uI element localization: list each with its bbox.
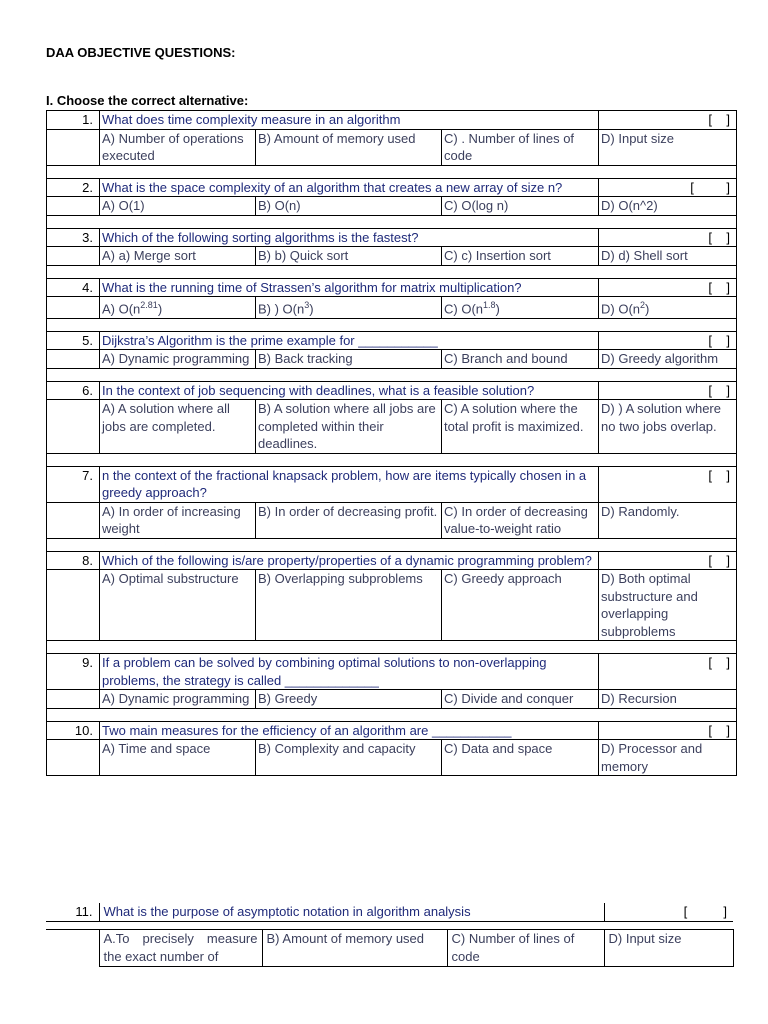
spacer-cell — [47, 368, 737, 381]
options-row — [47, 297, 737, 319]
option-a[interactable]: A) Time and space — [100, 740, 256, 776]
question-text: Which of the following sorting algorithms is the fastest? — [100, 228, 599, 247]
answer-bracket[interactable]: [ ] — [599, 721, 737, 740]
option-a[interactable]: A.To precisely measure the exact number of — [99, 930, 262, 967]
option-b[interactable]: B) ) $O(n^3)$ — [256, 297, 442, 319]
answer-bracket[interactable]: [ ] — [599, 466, 737, 502]
spacer-cell — [47, 641, 737, 654]
option-d[interactable]: D) Input size — [604, 930, 733, 967]
spacer-row — [47, 318, 737, 331]
question-text: Two main measures for the efficiency of an algorithm are ___________ — [100, 721, 599, 740]
spacer-cell — [47, 318, 737, 331]
options-row — [47, 502, 737, 538]
spacer-cell — [47, 265, 737, 278]
option-b[interactable]: B) Complexity and capacity — [256, 740, 442, 776]
option-c[interactable]: C) Number of lines of code — [447, 930, 604, 967]
spacer-row — [47, 538, 737, 551]
options-number-cell — [46, 930, 99, 967]
option-b[interactable]: B) O(n) — [256, 197, 442, 216]
question-row — [47, 278, 737, 297]
question-number: 8. — [47, 551, 100, 570]
option-d[interactable]: D) $O(n^2)$ — [599, 297, 737, 319]
question-row — [47, 228, 737, 247]
question-number: 3. — [47, 228, 100, 247]
question-row — [47, 721, 737, 740]
question-text: Dijkstra’s Algorithm is the prime example for ___________ — [100, 331, 599, 350]
option-a[interactable]: A) Dynamic programming — [100, 690, 256, 709]
spacer-row — [46, 922, 733, 930]
option-d[interactable]: D) Greedy algorithm — [599, 350, 737, 369]
option-c[interactable]: C) Divide and conquer — [442, 690, 599, 709]
options-row — [47, 740, 737, 776]
question-row — [47, 466, 737, 502]
option-a[interactable]: A) Optimal substructure — [100, 570, 256, 641]
question-number: 10. — [47, 721, 100, 740]
option-a[interactable]: A) $O(n^{2.81})$ — [100, 297, 256, 319]
spacer-row — [47, 708, 737, 721]
answer-bracket[interactable]: [ ] — [599, 654, 737, 690]
question-number: 11. — [46, 903, 99, 922]
options-number-cell — [47, 247, 100, 266]
question-11-table — [46, 903, 734, 967]
option-b[interactable]: B) Amount of memory used — [256, 129, 442, 165]
question-text: What does time complexity measure in an algorithm — [100, 111, 599, 130]
answer-bracket[interactable]: [ ] — [599, 331, 737, 350]
question-row — [47, 331, 737, 350]
answer-bracket[interactable]: [ ] — [599, 228, 737, 247]
option-c[interactable]: C) Data and space — [442, 740, 599, 776]
option-c[interactable]: C) Branch and bound — [442, 350, 599, 369]
option-b[interactable]: B) In order of decreasing profit. — [256, 502, 442, 538]
options-number-cell — [47, 690, 100, 709]
spacer-row — [47, 265, 737, 278]
option-d[interactable]: D) ) A solution where no two jobs overlap. — [599, 400, 737, 454]
question-text: What is the space complexity of an algorithm that creates a new array of size n? — [100, 178, 599, 197]
questions-table — [46, 110, 737, 776]
question-number: 7. — [47, 466, 100, 502]
answer-bracket[interactable]: [ ] — [604, 903, 733, 922]
option-d[interactable]: D) Recursion — [599, 690, 737, 709]
question-text: n the context of the fractional knapsack problem, how are items typically chosen in a greedy approach? — [100, 466, 599, 502]
question-row — [47, 654, 737, 690]
spacer-cell — [47, 165, 737, 178]
option-b[interactable]: B) Back tracking — [256, 350, 442, 369]
question-number: 6. — [47, 381, 100, 400]
question-text: If a problem can be solved by combining optimal solutions to non-overlapping problems, the strategy is called _____________ — [100, 654, 599, 690]
option-c[interactable]: C) A solution where the total profit is maximized. — [442, 400, 599, 454]
option-d[interactable]: D) Processor and memory — [599, 740, 737, 776]
options-number-cell — [47, 740, 100, 776]
answer-bracket[interactable]: [ ] — [599, 278, 737, 297]
option-a[interactable]: A) Dynamic programming — [100, 350, 256, 369]
spacer-row — [47, 453, 737, 466]
question-11-block — [46, 903, 733, 967]
option-d[interactable]: D) O(n^2) — [599, 197, 737, 216]
option-b[interactable]: B) b) Quick sort — [256, 247, 442, 266]
options-row — [47, 690, 737, 709]
spacer-cell — [47, 538, 737, 551]
question-number: 4. — [47, 278, 100, 297]
spacer-cell — [46, 922, 733, 930]
question-number: 2. — [47, 178, 100, 197]
option-c[interactable]: C) . Number of lines of code — [442, 129, 599, 165]
option-b[interactable]: B) Greedy — [256, 690, 442, 709]
question-row — [46, 903, 733, 922]
answer-bracket[interactable]: [ ] — [599, 381, 737, 400]
answer-bracket[interactable]: [ ] — [599, 111, 737, 130]
option-c[interactable]: C) $O(n^{1.8})$ — [442, 297, 599, 319]
options-row — [46, 930, 733, 967]
option-c[interactable]: C) c) Insertion sort — [442, 247, 599, 266]
question-text: Which of the following is/are property/properties of a dynamic programming problem? — [100, 551, 599, 570]
option-a[interactable]: A) a) Merge sort — [100, 247, 256, 266]
option-b[interactable]: B) Overlapping subproblems — [256, 570, 442, 641]
question-number: 5. — [47, 331, 100, 350]
options-number-cell — [47, 129, 100, 165]
spacer-row — [47, 641, 737, 654]
option-b[interactable]: B) Amount of memory used — [262, 930, 447, 967]
option-c[interactable]: C) Greedy approach — [442, 570, 599, 641]
option-a[interactable]: A) A solution where all jobs are completed. — [100, 400, 256, 454]
question-row — [47, 381, 737, 400]
option-c[interactable]: C) In order of decreasing value-to-weight ratio — [442, 502, 599, 538]
question-text: In the context of job sequencing with deadlines, what is a feasible solution? — [100, 381, 599, 400]
option-d[interactable]: D) Both optimal substructure and overlapping subproblems — [599, 570, 737, 641]
question-row — [47, 111, 737, 130]
options-row — [47, 129, 737, 165]
question-row — [47, 551, 737, 570]
option-b[interactable]: B) A solution where all jobs are completed within their deadlines. — [256, 400, 442, 454]
question-row — [47, 178, 737, 197]
options-row — [47, 400, 737, 454]
options-number-cell — [47, 502, 100, 538]
options-row — [47, 247, 737, 266]
spacer-cell — [47, 453, 737, 466]
page-heading: DAA OBJECTIVE QUESTIONS: — [46, 45, 236, 60]
section-heading: I. Choose the correct alternative: — [46, 93, 249, 108]
option-d[interactable]: D) Input size — [599, 129, 737, 165]
option-a[interactable]: A) In order of increasing weight — [100, 502, 256, 538]
spacer-row — [47, 368, 737, 381]
options-number-cell — [47, 297, 100, 319]
answer-bracket[interactable]: [ ] — [599, 178, 737, 197]
options-row — [47, 570, 737, 641]
spacer-row — [47, 165, 737, 178]
options-row — [47, 350, 737, 369]
spacer-row — [47, 215, 737, 228]
options-number-cell — [47, 400, 100, 454]
question-number: 9. — [47, 654, 100, 690]
options-row — [47, 197, 737, 216]
options-number-cell — [47, 570, 100, 641]
options-number-cell — [47, 197, 100, 216]
option-d[interactable]: D) d) Shell sort — [599, 247, 737, 266]
option-a[interactable]: A) O(1) — [100, 197, 256, 216]
option-a[interactable]: A) Number of operations executed — [100, 129, 256, 165]
question-text: What is the purpose of asymptotic notation in algorithm analysis — [99, 903, 604, 922]
option-c[interactable]: C) O(log n) — [442, 197, 599, 216]
options-number-cell — [47, 350, 100, 369]
spacer-cell — [47, 215, 737, 228]
question-text: What is the running time of Strassen’s algorithm for matrix multiplication? — [100, 278, 599, 297]
answer-bracket[interactable]: [ ] — [599, 551, 737, 570]
spacer-cell — [47, 708, 737, 721]
option-d[interactable]: D) Randomly. — [599, 502, 737, 538]
question-number: 1. — [47, 111, 100, 130]
